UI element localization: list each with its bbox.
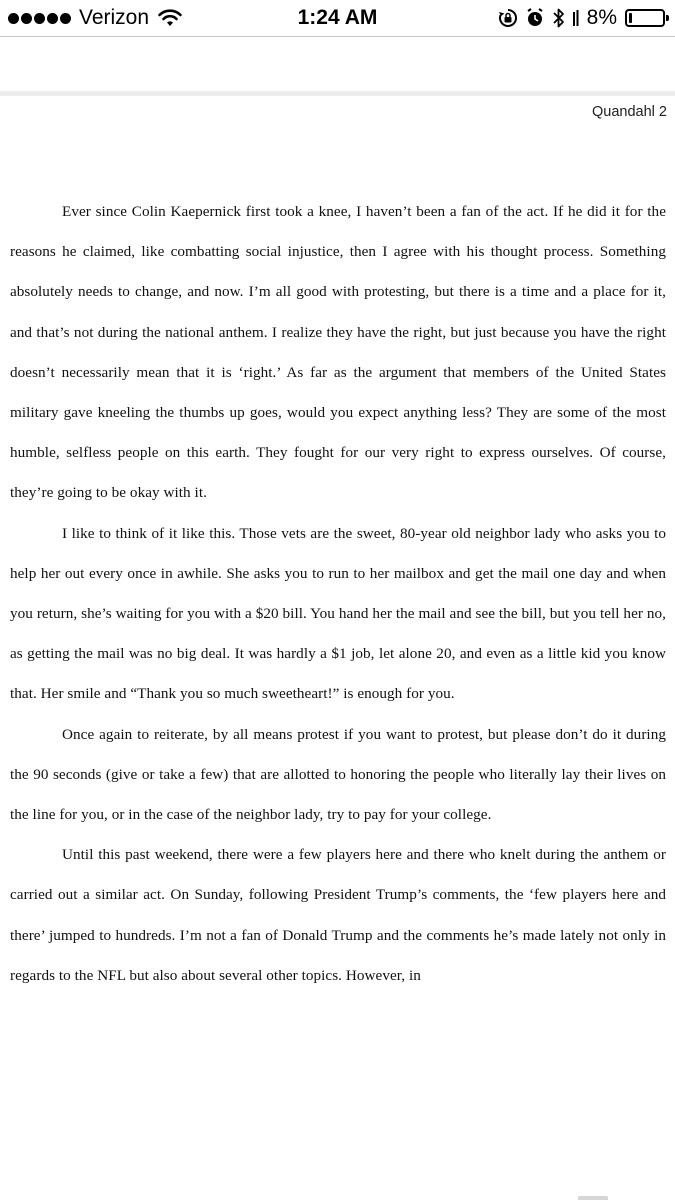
paragraph-3: Once again to reiterate, by all means protest if you want to protest, but please don’t do it during the 90 seconds (give or take a few) that are allotted to honoring the people who literally lay their lives on the line for you, or in the case of the neighbor lady, try to pay for your college. xyxy=(10,725,666,824)
document-page xyxy=(0,96,675,1200)
paragraph-1: Ever since Colin Kaepernick first took a knee, I haven’t been a fan of the act. If he did it for the reasons he claimed, like combatting social injustice, then I agree with his thought process. Something absolutely needs to change, and now. I’m all good with protesting, but there is a time and a place for it, and that’s not during the national anthem. I realize they have the right, but just because you have the right doesn’t necessarily mean that it is ‘right.’ As far as the argument that members of the United States military gave kneeling the thumbs up goes, would you expect anything less? They are some of the most humble, selfless people on this earth. They fought for our very right to express ourselves. Of course, they’re going to be okay with it. xyxy=(10,203,666,502)
battery-level-fill xyxy=(629,13,632,23)
status-time: 1:24 AM xyxy=(297,6,378,29)
battery-icon xyxy=(625,9,665,27)
paragraph-2: I like to think of it like this. Those vets are the sweet, 80-year old neighbor lady who asks you to help her out every once in awhile. She asks you to run to her mailbox and get the mail one day and when you return, she’s waiting for you with a $20 bill. You hand her the mail and see the bill, but you tell her no, as getting the mail was no big deal. It was hardly a $1 job, let alone 20, and even as a little kid you know that. Her smile and “Thank you so much sweetheart!” is enough for you. xyxy=(10,524,666,703)
battery-percent: 8% xyxy=(586,6,617,29)
document-body xyxy=(10,192,666,996)
paragraph-4: Until this past weekend, there were a few players here and there who knelt during the anthem or carried out a similar act. On Sunday, following President Trump’s comments, the ‘few players here and there’ jumped to hundreds. I’m not a fan of Donald Trump and the comments he’s made lately not only in regards to the NFL but also about several other topics. However, in xyxy=(10,846,666,984)
bottom-indicator xyxy=(578,1196,608,1200)
navigation-bar xyxy=(0,37,675,91)
signal-bars-icon xyxy=(573,8,579,28)
status-right xyxy=(498,0,665,36)
alarm-icon xyxy=(526,8,544,28)
carrier-name: Verizon xyxy=(79,6,150,29)
page-header: Quandahl 2 xyxy=(592,104,667,120)
rotation-lock-icon xyxy=(498,8,518,28)
status-bar xyxy=(0,0,675,36)
bluetooth-icon xyxy=(552,7,565,29)
